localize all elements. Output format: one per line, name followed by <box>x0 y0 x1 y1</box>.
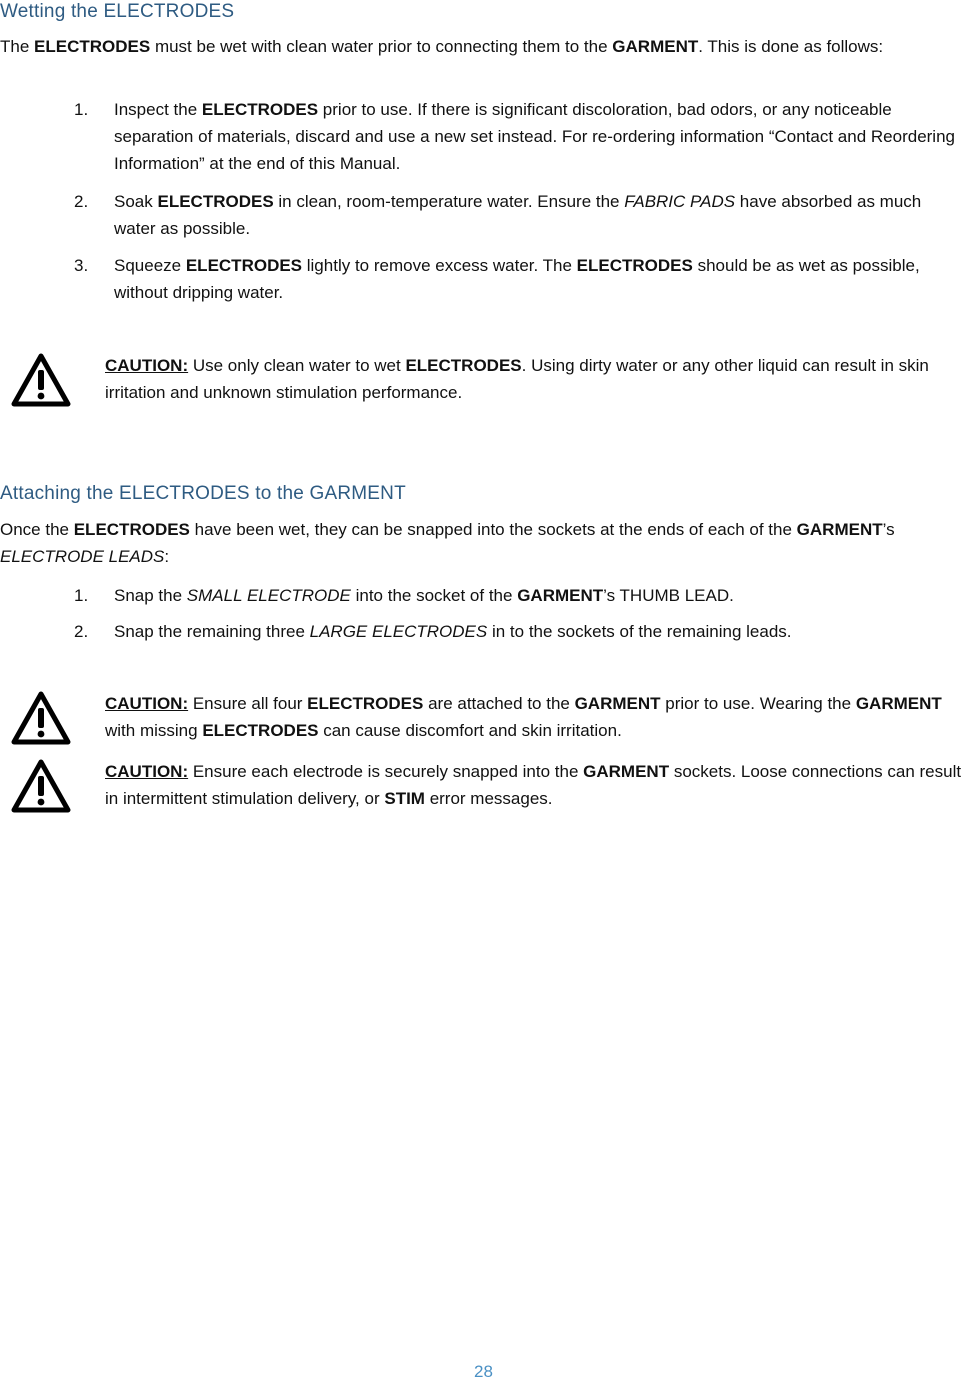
bold-term: GARMENT <box>583 762 670 781</box>
text-run: Snap the remaining three <box>114 622 310 641</box>
text-run: have been wet, they can be snapped into the sockets at the ends of each of the <box>189 520 797 539</box>
section-intro-wetting <box>0 33 965 60</box>
text-run: in clean, room-temperature water. Ensure the <box>273 192 625 211</box>
text-run: . Using dirty water or any other liquid can result in skin irritation and unknown stimulation performance. <box>105 356 929 402</box>
text-run: Squeeze <box>114 256 186 275</box>
text-run: into the socket of the <box>350 586 518 605</box>
text-run: Soak <box>114 192 158 211</box>
list-number: 2. <box>74 622 89 641</box>
list-number: 3. <box>74 256 89 275</box>
bold-term: ELECTRODES <box>34 37 151 56</box>
text-run: in to the sockets of the remaining leads. <box>487 622 792 641</box>
caution-notice <box>10 690 966 744</box>
bold-term: GARMENT <box>612 37 699 56</box>
text-run: Inspect the <box>114 100 202 119</box>
caution-label: CAUTION: <box>105 356 189 375</box>
list-number: 2. <box>74 192 89 211</box>
text-run: sockets. Loose connections can result in intermittent stimulation delivery, or <box>105 762 962 808</box>
list-number: 1. <box>74 586 89 605</box>
text-run: Ensure each electrode is securely snapped into the <box>188 762 584 781</box>
page-number: 28 <box>474 1362 493 1381</box>
list-text <box>114 192 921 238</box>
list-item <box>74 96 966 173</box>
italic-term: FABRIC PADS <box>624 192 736 211</box>
bold-term: GARMENT <box>796 520 883 539</box>
bold-term: ELECTRODES <box>185 256 303 275</box>
text-run: lightly to remove excess water. The <box>302 256 577 275</box>
text-run: can cause discomfort and skin irritation. <box>318 721 622 740</box>
text-run: : <box>164 547 170 566</box>
caution-text <box>105 352 966 406</box>
caution-label: CAUTION: <box>105 694 189 713</box>
caution-label: CAUTION: <box>105 762 189 781</box>
bold-term: ELECTRODES <box>201 100 319 119</box>
italic-term: SMALL ELECTRODE <box>186 586 351 605</box>
caution-notice <box>10 758 966 812</box>
list-item <box>74 582 966 609</box>
list-item <box>74 618 966 645</box>
text-run: prior to use. Wearing the <box>660 694 856 713</box>
text-run: Use only clean water to wet <box>188 356 406 375</box>
bold-term: ELECTRODES <box>202 721 319 740</box>
text-run: prior to use. If there is significant discoloration, bad odors, or any noticeable separation of materials, discard and use a new set instead. For re-ordering information “Contact and Reordering Information” at the end of this Manual. <box>114 100 955 173</box>
section-heading-wetting: Wetting the ELECTRODES <box>0 1 235 22</box>
bold-term: STIM <box>384 789 425 808</box>
caution-text <box>105 758 966 812</box>
text-run: ’s <box>882 520 895 539</box>
caution-text <box>105 690 966 744</box>
text-run: have absorbed as much water as possible. <box>114 192 922 238</box>
text-run: are attached to the <box>423 694 575 713</box>
text-run: should be as wet as possible, without dripping water. <box>114 256 920 302</box>
bold-term: ELECTRODES <box>405 356 522 375</box>
attaching-steps-list <box>74 582 966 645</box>
italic-term: LARGE ELECTRODES <box>309 622 488 641</box>
italic-term: ELECTRODE LEADS <box>0 547 165 566</box>
list-text <box>114 100 955 173</box>
bold-term: GARMENT <box>574 694 661 713</box>
bold-term: ELECTRODES <box>307 694 424 713</box>
list-text <box>114 622 792 641</box>
section-heading-attaching: Attaching the ELECTRODES to the GARMENT <box>0 483 406 504</box>
bold-term: ELECTRODES <box>576 256 693 275</box>
text-run: Snap the <box>114 586 187 605</box>
list-item <box>74 252 966 306</box>
text-run: with missing <box>105 721 203 740</box>
text-run: must be wet with clean water prior to connecting them to the <box>150 37 613 56</box>
list-number: 1. <box>74 100 89 119</box>
bold-term: GARMENT <box>855 694 942 713</box>
bold-term: ELECTRODES <box>157 192 274 211</box>
text-run: Once the <box>0 520 74 539</box>
warning-triangle-icon <box>10 352 72 408</box>
warning-triangle-icon <box>10 758 72 814</box>
text-run: error messages. <box>424 789 553 808</box>
list-text <box>114 256 920 302</box>
list-text <box>114 586 734 605</box>
bold-term: ELECTRODES <box>73 520 190 539</box>
wetting-steps-list <box>74 96 966 306</box>
text-run: ’s THUMB LEAD. <box>603 586 734 605</box>
warning-triangle-icon <box>10 690 72 746</box>
text-run: The <box>0 37 35 56</box>
text-run: . This is done as follows: <box>698 37 884 56</box>
section-intro-attaching <box>0 516 965 570</box>
caution-notice <box>10 352 966 406</box>
bold-term: GARMENT <box>517 586 604 605</box>
list-item <box>74 188 966 238</box>
text-run: Ensure all four <box>188 694 308 713</box>
